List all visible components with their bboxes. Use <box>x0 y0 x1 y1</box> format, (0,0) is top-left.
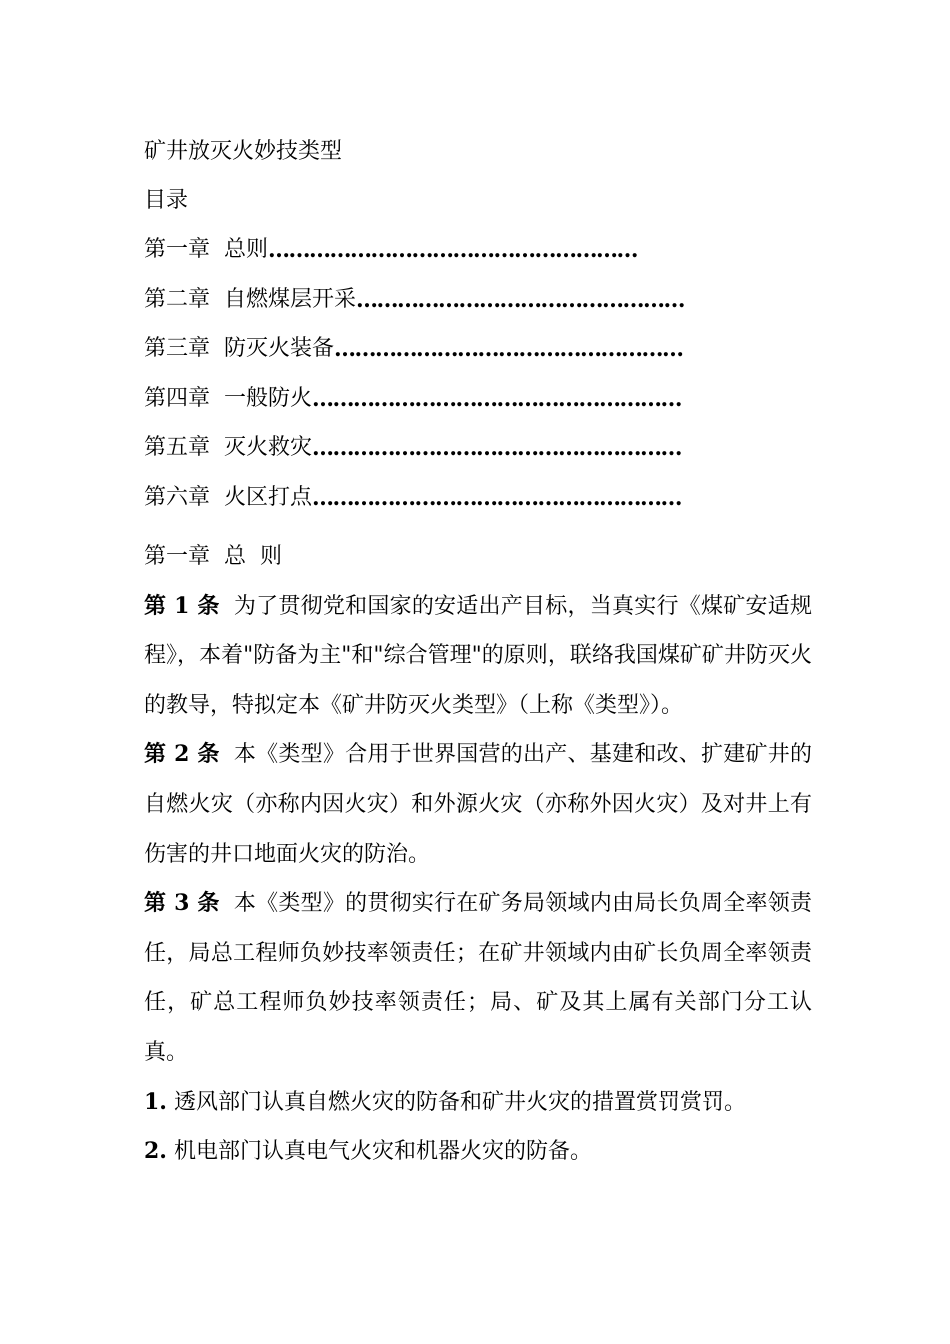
toc-leader-dots: ………………………………………… <box>356 286 685 313</box>
article-text: 本《类型》的贯彻实行在矿务局领域内由局长负周全率领责任，局总工程师负妙技率领责任；在矿井领域内由矿长负周全率领责任，矿总工程师负妙技率领责任；局、矿及其上属有关部门分工认真。 <box>144 891 812 1065</box>
list-item-number: 2. <box>144 1138 167 1165</box>
article-text: 为了贯彻党和国家的安适出产目标，当真实行《煤矿安适规程》，本着"防备为主"和"综合管理"的原则，联络我国煤矿矿井防灭火的教导，特拟定本《矿井防灭火类型》（上称《类型》）。 <box>144 593 812 718</box>
article-paragraph <box>144 730 812 879</box>
toc-chapter-name: 灭火救灾 <box>224 435 313 461</box>
toc-entry[interactable] <box>144 333 744 383</box>
toc-chapter-number: 第四章 <box>144 385 211 411</box>
chapter-number: 第一章 <box>144 544 211 569</box>
article-label: 第 2 条 <box>144 741 220 768</box>
table-of-contents <box>144 234 744 532</box>
chapter-heading <box>144 532 812 582</box>
toc-chapter-number: 第三章 <box>144 336 211 362</box>
chapter-title-part: 则 <box>260 544 283 569</box>
chapter-title-part: 总 <box>224 544 247 569</box>
list-item-text: 机电部门认真电气火灾和机器火灾的防备。 <box>173 1139 592 1165</box>
toc-leader-dots: ……………………………………………… <box>312 435 682 462</box>
toc-chapter-name: 一般防火 <box>224 385 313 411</box>
toc-leader-dots: ……………………………………………… <box>268 237 638 263</box>
toc-leader-dots: ……………………………………………… <box>312 484 682 511</box>
toc-chapter-number: 第二章 <box>144 286 211 312</box>
article-paragraph <box>144 582 812 731</box>
article-paragraph <box>144 879 812 1077</box>
toc-chapter-number: 第五章 <box>144 435 211 461</box>
list-item <box>144 1127 812 1177</box>
article-text: 本《类型》合用于世界国营的出产、基建和改、扩建矿井的自燃火灾（亦称内因火灾）和外源火灾（亦称外因火灾）及对井上有伤害的井口地面火灾的防治。 <box>144 742 812 867</box>
list-item-text: 透风部门认真自燃火灾的防备和矿井火灾的措置赏罚赏罚。 <box>173 1089 746 1115</box>
toc-chapter-number: 第一章 <box>144 237 211 262</box>
toc-chapter-name: 防灭火装备 <box>224 336 335 362</box>
list-item-number: 1. <box>144 1088 167 1115</box>
document-title: 矿井放灭火妙技类型 <box>144 139 343 164</box>
toc-heading: 目录 <box>144 188 189 213</box>
list-item <box>144 1078 812 1128</box>
toc-leader-dots: …………………………………………… <box>334 336 683 363</box>
toc-entry[interactable] <box>144 432 744 482</box>
document-body <box>144 532 812 1177</box>
toc-entry[interactable] <box>144 383 744 433</box>
toc-chapter-name: 总则 <box>224 237 269 262</box>
toc-entry[interactable] <box>144 284 744 334</box>
toc-chapter-name: 自燃煤层开采 <box>224 286 357 312</box>
toc-entry[interactable] <box>144 234 744 284</box>
toc-chapter-number: 第六章 <box>144 484 211 510</box>
toc-leader-dots: ……………………………………………… <box>312 385 682 412</box>
article-label: 第 3 条 <box>144 890 220 917</box>
toc-entry[interactable] <box>144 482 744 532</box>
article-label: 第 1 条 <box>144 592 220 619</box>
toc-chapter-name: 火区打点 <box>224 484 313 510</box>
